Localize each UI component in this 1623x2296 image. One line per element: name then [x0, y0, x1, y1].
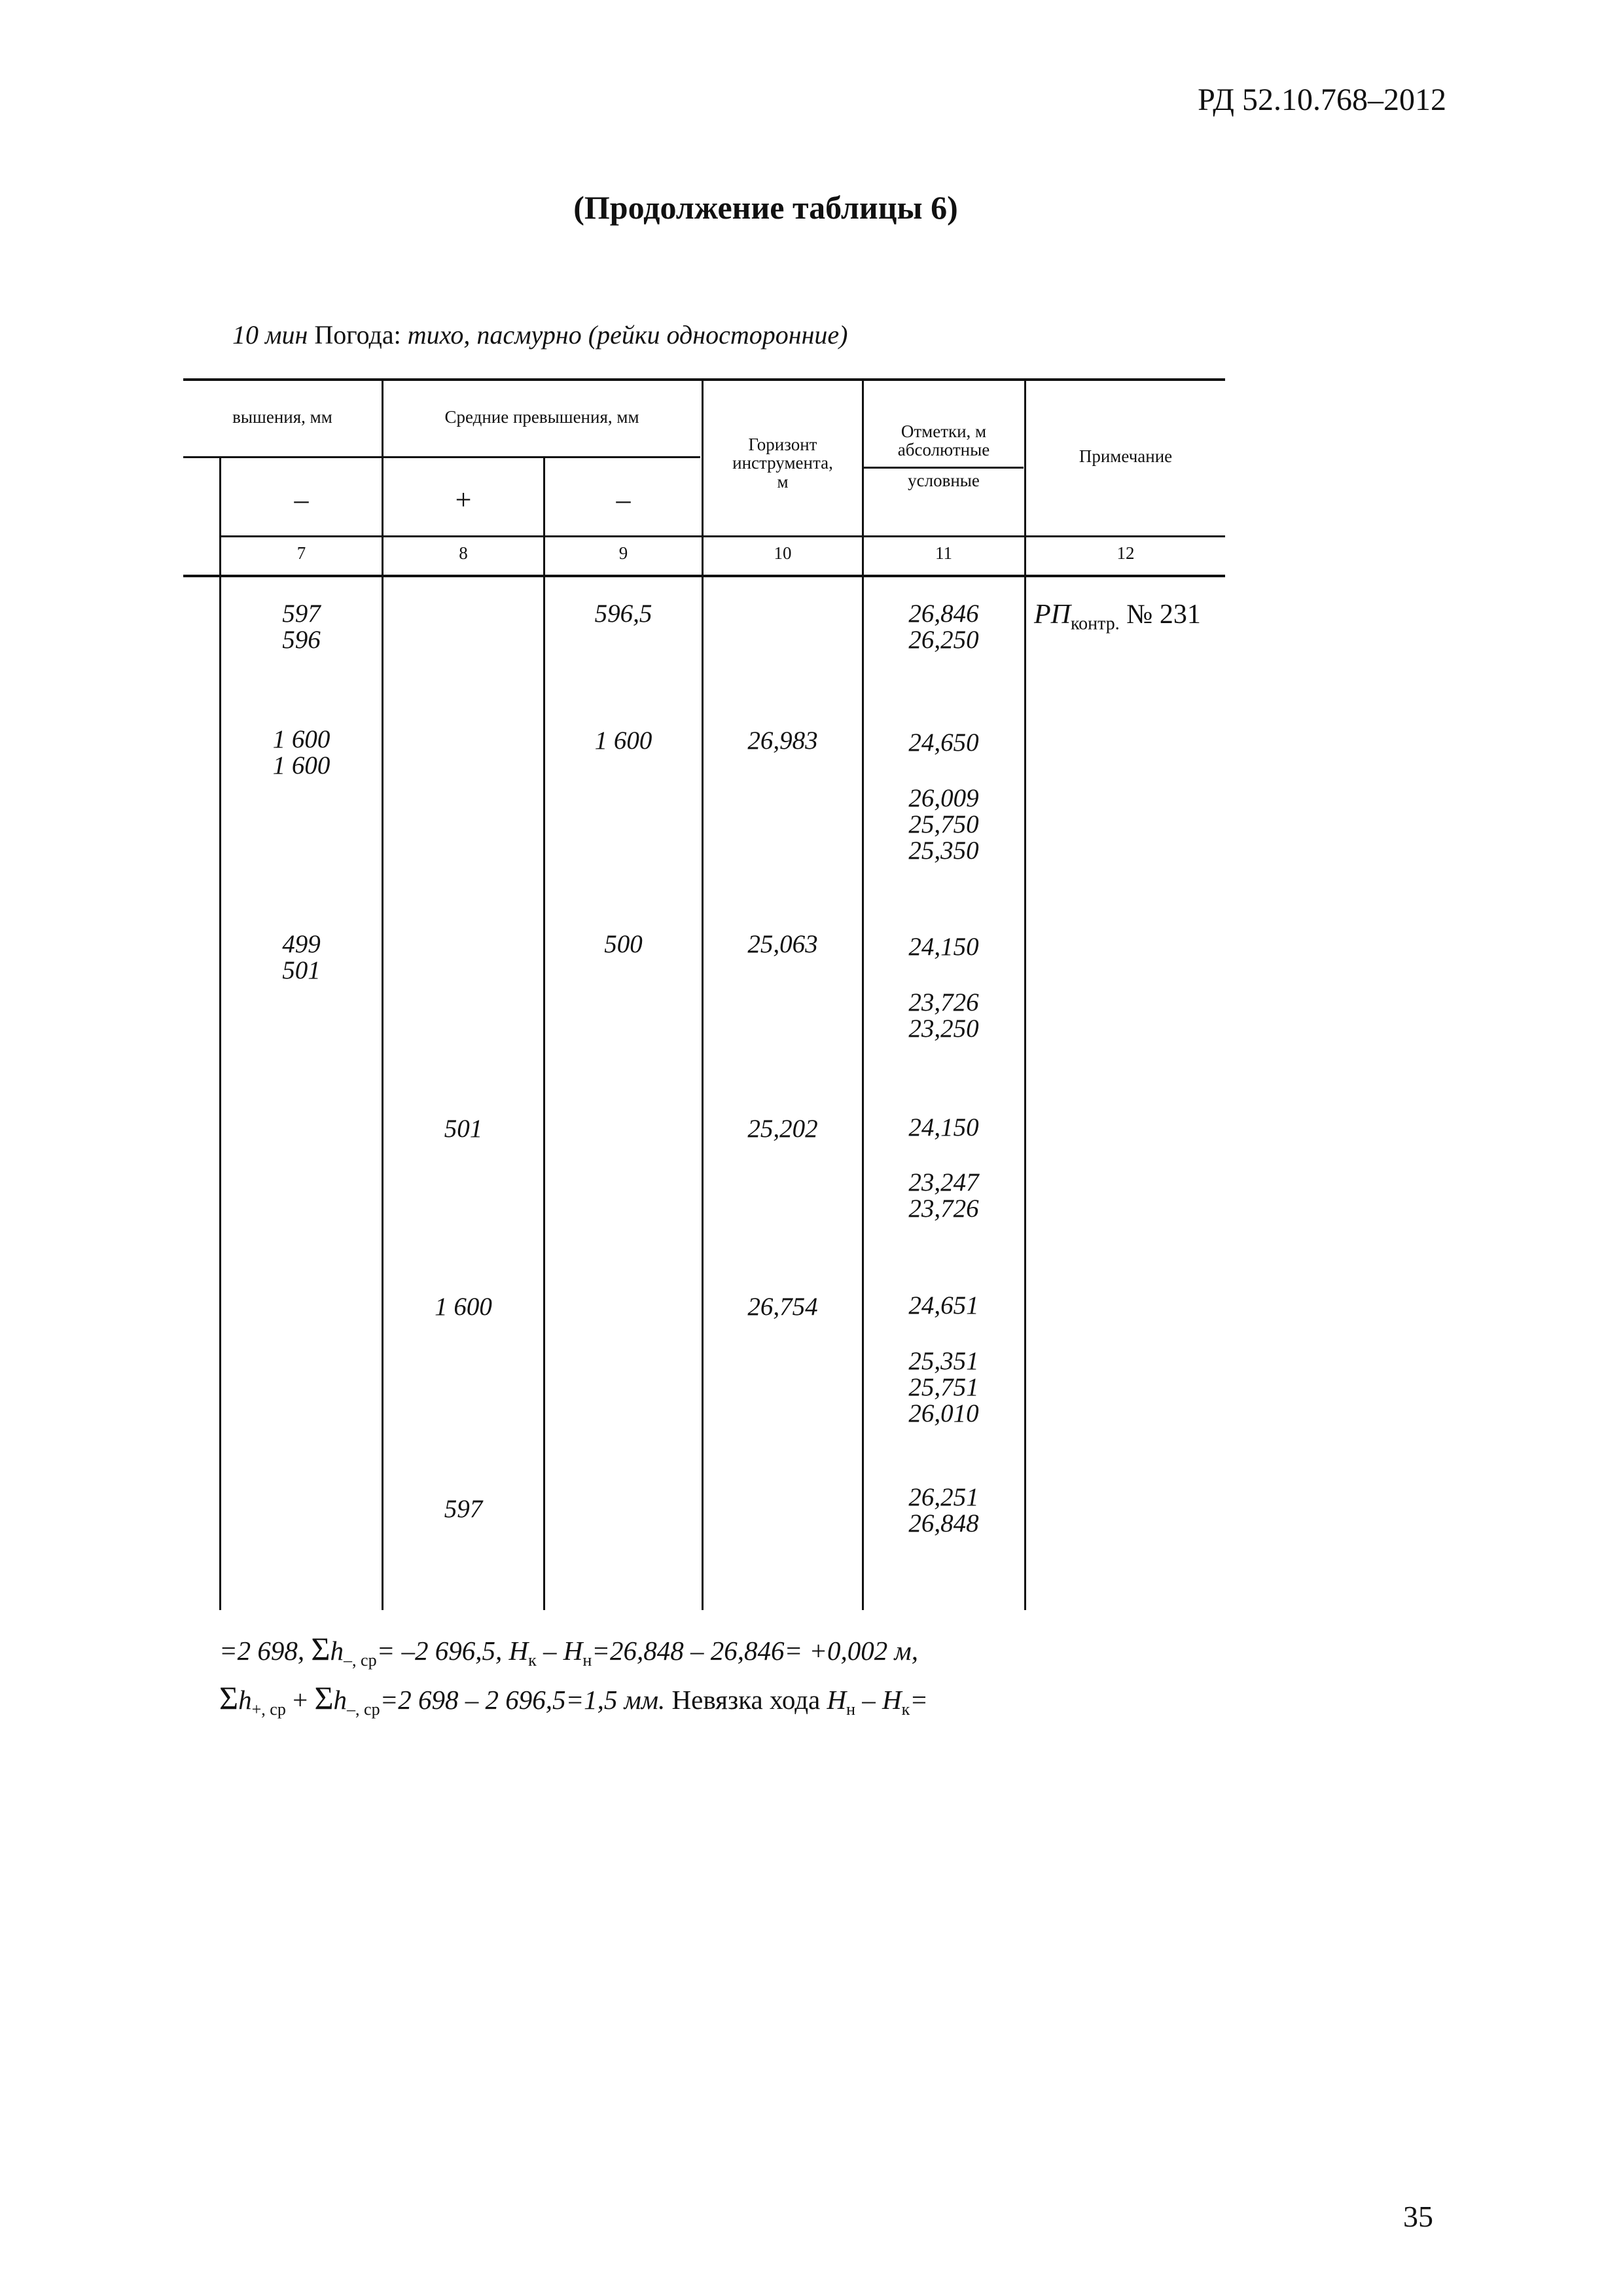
col11-value: 26,250	[908, 626, 979, 654]
remark-subscript: контр.	[1071, 613, 1120, 634]
header-conditional: условные	[908, 471, 980, 490]
document-code: РД 52.10.768–2012	[1198, 82, 1446, 117]
weather-label: Погода:	[314, 320, 401, 350]
remark-number: № 231	[1119, 600, 1201, 630]
col11-value: 23,247	[908, 1168, 979, 1196]
col11-cell	[864, 1484, 1024, 1537]
weather-time: 10 мин	[232, 320, 308, 350]
col7-cell	[221, 601, 382, 653]
col7-value: 501	[282, 956, 321, 984]
formula-text: =2 698 – 2 696,5=1,5 мм.	[380, 1685, 666, 1715]
col8-value: 597	[444, 1495, 483, 1523]
header-marks	[864, 422, 1024, 459]
col11-value: 26,010	[908, 1399, 979, 1427]
col8-value: 1 600	[435, 1293, 492, 1321]
formula-subscript: н	[846, 1700, 856, 1719]
col11-value: 24,651	[908, 1291, 979, 1319]
vline-col12-left	[1024, 381, 1026, 1610]
col7-value: 1 600	[272, 751, 330, 780]
sign-minus-col7: –	[294, 484, 309, 516]
sigma-symbol: Σ	[314, 1679, 334, 1716]
col10-value: 25,202	[747, 1115, 818, 1143]
formula-subscript: –, ср	[344, 1651, 377, 1670]
col7-cell	[221, 726, 382, 779]
col11-value: 24,150	[908, 933, 979, 961]
column-number-9: 9	[618, 543, 628, 563]
header-col10-line3: м	[777, 471, 789, 492]
formula-text: =26,848 – 26,846= +0,002 м,	[592, 1636, 918, 1666]
vline-col10-left	[702, 381, 704, 1610]
remark-control-benchmark	[1034, 599, 1201, 634]
col8-value: 501	[444, 1115, 483, 1143]
col10-value: 25,063	[747, 930, 818, 958]
header-mid-rule-left	[183, 456, 700, 458]
col11-value: 23,726	[908, 988, 979, 1016]
header-col7-top: вышения, мм	[232, 407, 332, 427]
formula-text: h	[333, 1685, 348, 1715]
page-number: 35	[1403, 2200, 1433, 2233]
column-number-7: 7	[296, 543, 306, 563]
sigma-symbol: Σ	[219, 1679, 239, 1716]
formula-text: h	[238, 1685, 252, 1715]
col11-value: 23,250	[908, 1014, 979, 1043]
formula-subscript: н	[582, 1651, 592, 1670]
header-instrument-horizon	[704, 435, 862, 491]
vline-col9-left	[543, 458, 545, 1610]
formula-subscript: –, ср	[347, 1700, 380, 1719]
table-top-rule	[183, 378, 1225, 381]
table-title: (Продолжение таблицы 6)	[573, 189, 958, 226]
col7-value: 597	[282, 600, 321, 628]
header-col10-line1: Горизонт	[748, 435, 817, 454]
col11-cell	[864, 1115, 1024, 1141]
col9-value: 596,5	[594, 600, 652, 628]
col7-cell	[221, 931, 382, 984]
col10-value: 26,983	[747, 726, 818, 755]
colnum-bottom-rule	[183, 575, 1225, 577]
formula-text: = –2 696,5,	[376, 1636, 509, 1666]
col11-value: 25,350	[908, 836, 979, 865]
header-col11-line1: Отметки, м	[901, 422, 987, 441]
col11-cell	[864, 1293, 1024, 1319]
col11-value: 24,650	[908, 728, 979, 757]
col11-cell	[864, 1348, 1024, 1427]
col11-cell	[864, 1170, 1024, 1222]
header-bottom-rule	[219, 535, 1225, 537]
formula-text: +	[285, 1685, 315, 1715]
col11-value: 23,726	[908, 1194, 979, 1223]
col11-cell	[864, 730, 1024, 756]
column-number-8: 8	[459, 543, 468, 563]
sign-minus-col9: –	[616, 484, 631, 516]
col7-value: 596	[282, 626, 321, 654]
col7-value: 499	[282, 930, 321, 958]
header-remarks: Примечание	[1079, 446, 1173, 466]
weather-line	[232, 319, 847, 350]
col9-value: 500	[604, 930, 643, 958]
col10-value: 26,754	[747, 1293, 818, 1321]
col9-value: 1 600	[594, 726, 652, 755]
formula-text: H	[827, 1685, 847, 1715]
formula-subscript: +, ср	[251, 1700, 286, 1719]
formula-text: =2 698,	[219, 1636, 312, 1666]
header-col11-line2: абсолютные	[897, 440, 990, 460]
formula-text: H	[508, 1636, 529, 1666]
col11-value: 26,009	[908, 784, 979, 812]
formula-line-1	[219, 1630, 918, 1670]
formula-text: –	[855, 1685, 883, 1715]
weather-value: тихо, пасмурно (рейки односторонние)	[407, 320, 848, 350]
column-number-12: 12	[1116, 543, 1135, 563]
col11-value: 24,150	[908, 1113, 979, 1141]
formula-text: H	[563, 1636, 583, 1666]
col7-value: 1 600	[272, 725, 330, 753]
formula-text: h	[330, 1636, 344, 1666]
sign-plus-col8: +	[455, 484, 472, 516]
col11-value: 25,751	[908, 1373, 979, 1401]
remark-prefix: РП	[1034, 600, 1071, 630]
col11-value: 26,848	[908, 1509, 979, 1537]
formula-text: H	[882, 1685, 902, 1715]
column-number-10: 10	[774, 543, 792, 563]
col11-cell	[864, 601, 1024, 653]
header-col10-line2: инструмента,	[732, 453, 833, 473]
formula-text: =	[910, 1685, 928, 1715]
vline-col8-left	[382, 381, 383, 1610]
formula-line-2	[219, 1679, 928, 1719]
formula-text: –	[536, 1636, 563, 1666]
col11-value: 25,351	[908, 1347, 979, 1375]
column-number-11: 11	[935, 543, 952, 563]
sigma-symbol: Σ	[311, 1630, 330, 1667]
col11-cell	[864, 934, 1024, 960]
col11-value: 26,846	[908, 600, 979, 628]
header-mean-elevations: Средние превышения, мм	[444, 407, 639, 427]
col11-cell	[864, 990, 1024, 1042]
col11-cell	[864, 785, 1024, 864]
header-mid-rule-col11	[864, 467, 1024, 469]
formula-subscript: к	[901, 1700, 910, 1719]
col11-value: 26,251	[908, 1483, 979, 1511]
col11-value: 25,750	[908, 810, 979, 838]
formula-text: Невязка хода	[665, 1685, 827, 1715]
formula-subscript: к	[528, 1651, 537, 1670]
